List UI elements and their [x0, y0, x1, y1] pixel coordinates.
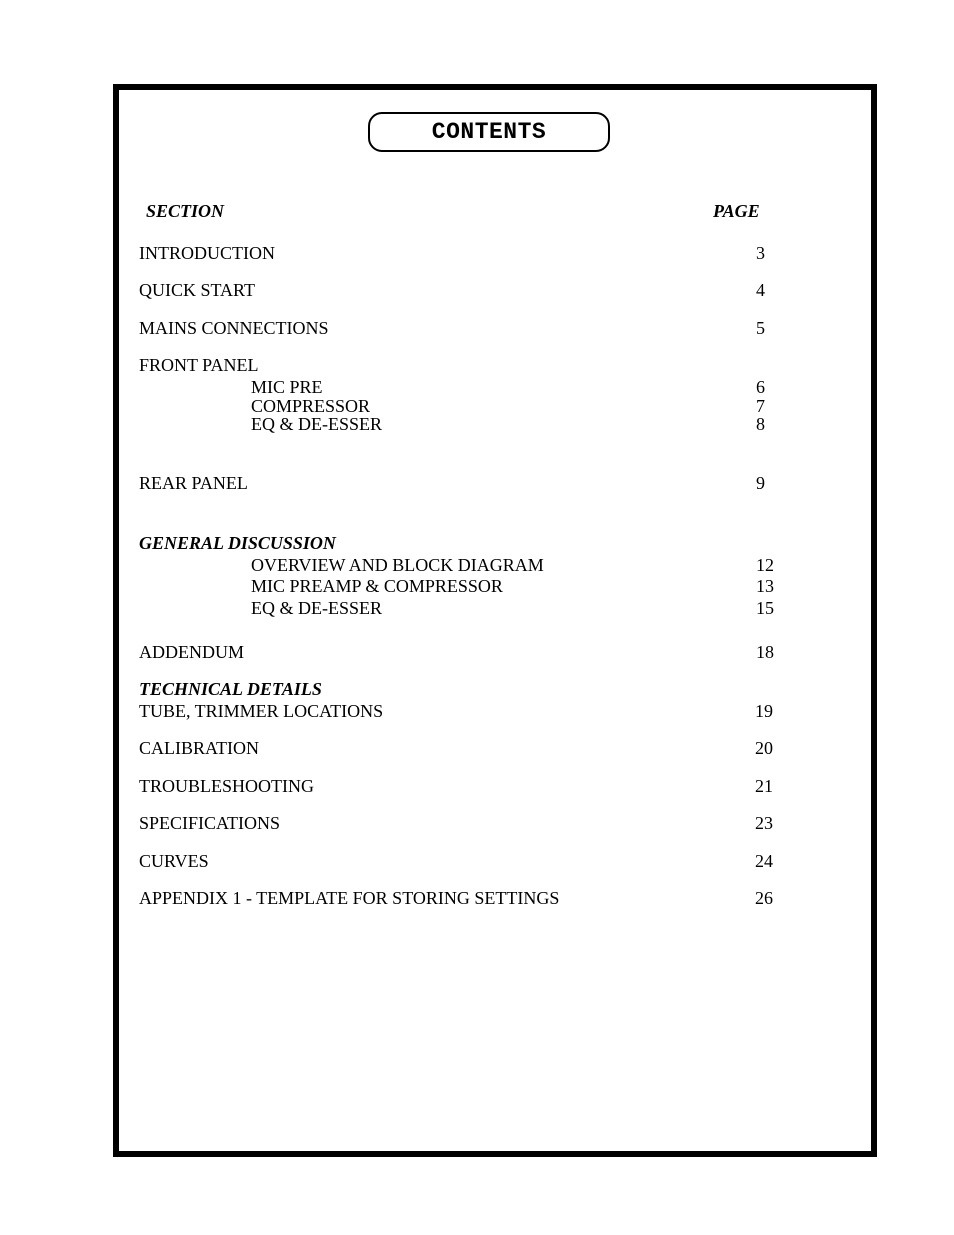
toc-page-troubleshooting: 21: [755, 776, 773, 796]
toc-page-quick-start: 4: [756, 280, 765, 300]
toc-entry-specifications[interactable]: SPECIFICATIONS: [139, 813, 281, 833]
toc-section-front-panel[interactable]: FRONT PANEL: [139, 355, 259, 375]
toc-entry-eq-de-esser[interactable]: EQ & DE-ESSER: [251, 414, 383, 434]
page-column-header: PAGE: [713, 201, 760, 221]
toc-entry-tube-trimmer-locations[interactable]: TUBE, TRIMMER LOCATIONS: [139, 701, 384, 721]
toc-page-rear-panel: 9: [756, 473, 765, 493]
toc-section-general-discussion[interactable]: GENERAL DISCUSSION: [139, 533, 336, 553]
toc-entry-addendum[interactable]: ADDENDUM: [139, 642, 244, 662]
toc-entry-overview-block-diagram[interactable]: OVERVIEW AND BLOCK DIAGRAM: [251, 555, 544, 575]
toc-entry-mic-preamp-compressor[interactable]: MIC PREAMP & COMPRESSOR: [251, 576, 503, 596]
toc-entry-compressor[interactable]: COMPRESSOR: [251, 396, 371, 416]
toc-section-technical-details[interactable]: TECHNICAL DETAILS: [139, 679, 322, 699]
toc-entry-rear-panel[interactable]: REAR PANEL: [139, 473, 248, 493]
toc-page-addendum: 18: [756, 642, 774, 662]
toc-page-overview-block-diagram: 12: [756, 555, 774, 575]
toc-entry-calibration[interactable]: CALIBRATION: [139, 738, 259, 758]
toc-page-tube-trimmer-locations: 19: [755, 701, 773, 721]
toc-entry-mic-pre[interactable]: MIC PRE: [251, 377, 323, 397]
section-column-header: SECTION: [146, 201, 225, 221]
toc-entry-mains-connections[interactable]: MAINS CONNECTIONS: [139, 318, 329, 338]
toc-entry-eq-de-esser-discussion[interactable]: EQ & DE-ESSER: [251, 598, 383, 618]
toc-page-eq-de-esser: 8: [756, 414, 765, 434]
toc-page-specifications: 23: [755, 813, 773, 833]
toc-page-eq-de-esser-discussion: 15: [756, 598, 774, 618]
toc-page-compressor: 7: [756, 396, 765, 416]
toc-page-appendix-1: 26: [755, 888, 773, 908]
toc-page-mic-preamp-compressor: 13: [756, 576, 774, 596]
toc-entry-curves[interactable]: CURVES: [139, 851, 209, 871]
toc-entry-appendix-1[interactable]: APPENDIX 1 - TEMPLATE FOR STORING SETTINGS: [139, 888, 560, 908]
toc-entry-troubleshooting[interactable]: TROUBLESHOOTING: [139, 776, 314, 796]
toc-entry-quick-start[interactable]: QUICK START: [139, 280, 255, 300]
toc-page-mic-pre: 6: [756, 377, 765, 397]
toc-entry-introduction[interactable]: INTRODUCTION: [139, 243, 275, 263]
toc-page-introduction: 3: [756, 243, 765, 263]
toc-page-calibration: 20: [755, 738, 773, 758]
toc-page-curves: 24: [755, 851, 773, 871]
toc-page-mains-connections: 5: [756, 318, 765, 338]
contents-title: CONTENTS: [368, 112, 610, 152]
